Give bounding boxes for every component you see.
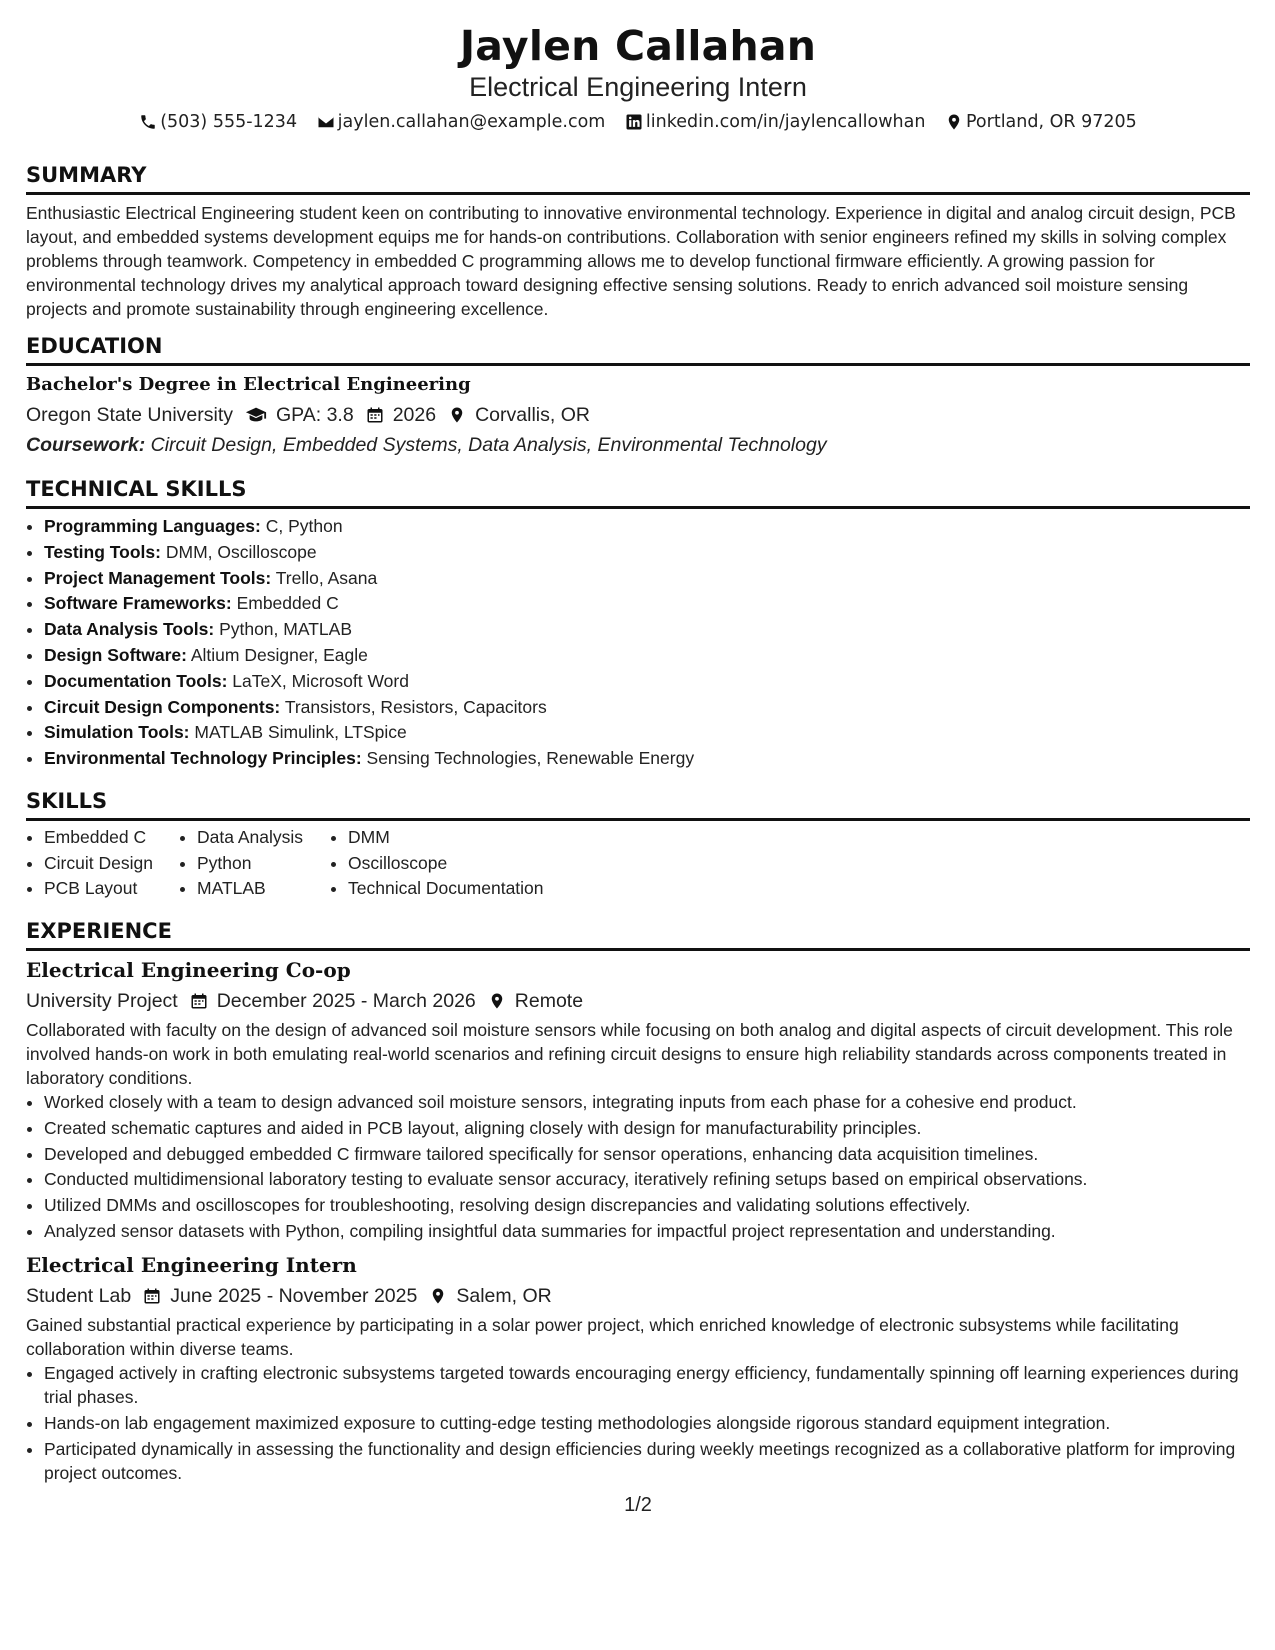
contact-phone[interactable]	[139, 112, 297, 132]
list-item: • Worked closely with a team to design advanced soil moisture sensors, integrating inputs from each phase for a cohesive end product.	[44, 1090, 1250, 1114]
job-location: Remote	[514, 990, 584, 1012]
skill-value: Trello, Asana	[275, 567, 378, 588]
skill-value: Altium Designer, Eagle	[190, 644, 368, 665]
skill-label: Software Frameworks:	[44, 593, 232, 614]
coursework-row	[26, 430, 1250, 460]
location-text: Portland, OR 97205	[966, 112, 1137, 132]
map-pin-icon	[448, 406, 466, 424]
skills-column	[179, 825, 330, 902]
skill-label: Documentation Tools:	[44, 670, 228, 691]
list-item: • Oscilloscope	[348, 851, 648, 877]
degree-title: Bachelor's Degree in Electrical Engineering	[26, 374, 471, 395]
job-description: Collaborated with faculty on the design of advanced soil moisture sensors while focusing on both analog and digital aspects of circuit development. This role involved hands-on work in both emulating real-world scenarios and refining circuit designs to ensure high reliability standards across components treated in laboratory conditions.	[26, 1020, 1233, 1088]
skill-value: DMM, Oscilloscope	[165, 541, 317, 562]
list-item	[44, 540, 1250, 564]
skill-value: MATLAB Simulink, LTSpice	[194, 722, 407, 743]
list-item: • Developed and debugged embedded C firmware tailored specifically for sensor operations, enhancing data acquisition timelines.	[44, 1142, 1250, 1166]
coursework-label: Coursework:	[26, 434, 146, 456]
experience-heading: EXPERIENCE	[26, 917, 1250, 951]
job-dates: June 2025 - November 2025	[170, 1284, 418, 1307]
list-item	[44, 591, 1250, 615]
school-name: Oregon State University	[26, 404, 234, 426]
list-item	[44, 566, 1250, 590]
email-text: jaylen.callahan@example.com	[337, 112, 606, 132]
list-item: • Created schematic captures and aided in PCB layout, aligning closely with design for manufacturability principles.	[44, 1116, 1250, 1140]
list-item: • Conducted multidimensional laboratory testing to evaluate sensor accuracy, iteratively refining setups based on empirical observations.	[44, 1167, 1250, 1191]
graduation-cap-icon	[245, 404, 267, 426]
skill-label: Programming Languages:	[44, 516, 261, 536]
list-item: • DMM	[348, 825, 648, 851]
map-pin-icon	[945, 113, 963, 131]
job-bullets	[26, 1090, 1250, 1243]
job-meta	[26, 986, 1250, 1016]
technical-skills-section	[26, 475, 1250, 772]
summary-section	[26, 161, 1250, 321]
skill-label: Circuit Design Components:	[44, 696, 281, 717]
calendar-icon	[366, 406, 384, 424]
graduation-year: 2026	[392, 404, 437, 426]
summary-heading: SUMMARY	[26, 161, 1250, 195]
phone-icon	[139, 113, 157, 131]
job-title: Electrical Engineering Co-op	[26, 958, 351, 982]
list-item	[44, 617, 1250, 641]
job-org: University Project	[26, 990, 178, 1012]
school-location: Corvallis, OR	[475, 404, 590, 426]
list-item: • Utilized DMMs and oscilloscopes for troubleshooting, resolving design discrepancies and validating solutions effectively.	[44, 1193, 1250, 1217]
list-item: • Hands-on lab engagement maximized exposure to cutting-edge testing methodologies alongside rigorous standard equipment integration.	[44, 1411, 1250, 1435]
list-item	[44, 720, 1250, 744]
technical-skills-list	[26, 514, 1250, 770]
experience-section	[26, 917, 1250, 1486]
skill-value: Transistors, Resistors, Capacitors	[284, 696, 547, 717]
job-bullets	[26, 1361, 1250, 1485]
list-item: • Analyzed sensor datasets with Python, compiling insightful data summaries for impactful project representation and understanding.	[44, 1219, 1250, 1243]
gpa-text: GPA: 3.8	[276, 404, 354, 426]
contact-linkedin[interactable]	[625, 112, 926, 132]
job-entry	[26, 954, 1250, 1243]
skill-value: Embedded C	[236, 593, 339, 614]
map-pin-icon	[488, 992, 506, 1010]
education-heading: EDUCATION	[26, 332, 1250, 366]
list-item: • MATLAB	[197, 876, 330, 902]
skill-value: Python, MATLAB	[219, 619, 352, 640]
phone-text: (503) 555-1234	[160, 112, 298, 132]
list-item: • Embedded C	[44, 825, 179, 851]
list-item: • Participated dynamically in assessing the functionality and design efficiencies during weekly meetings recognized as a collaborative platform for improving project outcomes.	[44, 1437, 1250, 1485]
job-location: Salem, OR	[456, 1284, 552, 1307]
list-item: • Python	[197, 851, 330, 877]
education-meta	[26, 400, 1250, 430]
list-item	[44, 643, 1250, 667]
list-item	[44, 695, 1250, 719]
summary-text: Enthusiastic Electrical Engineering student keen on contributing to innovative environmental technology. Experience in digital and analog circuit design, PCB layout, and embedded systems development equips me for hands-on contributions. Collaboration with senior engineers refined my skills in solving complex problems through teamwork. Competency in embedded C programming allows me to develop functional firmware efficiently. A growing passion for environmental technology drives my analytical approach toward designing effective sensing solutions. Ready to enrich advanced soil moisture sensing projects and promote sustainability through engineering excellence.	[26, 203, 1236, 319]
job-title: Electrical Engineering Intern	[26, 1252, 357, 1277]
skill-value: Sensing Technologies, Renewable Energy	[366, 748, 695, 769]
skills-column	[330, 825, 648, 902]
list-item: • Technical Documentation	[348, 876, 648, 902]
skill-label: Data Analysis Tools:	[44, 619, 215, 640]
contact-row	[26, 112, 1250, 136]
calendar-icon	[143, 1287, 161, 1305]
contact-location	[945, 112, 1137, 132]
education-section	[26, 332, 1250, 460]
page-number: 1/2	[624, 1494, 652, 1516]
linkedin-icon	[625, 113, 643, 131]
skills-section	[26, 787, 1250, 902]
job-description: Gained substantial practical experience by participating in a solar power project, which enriched knowledge of electronic subsystems while facilitating collaboration within diverse teams.	[26, 1314, 1179, 1359]
technical-skills-heading: TECHNICAL SKILLS	[26, 475, 1250, 509]
skills-columns	[26, 825, 1250, 902]
job-org: Student Lab	[26, 1284, 132, 1307]
envelope-icon	[317, 113, 335, 131]
job-entry	[26, 1249, 1250, 1485]
skill-label: Project Management Tools:	[44, 567, 272, 588]
skills-column	[26, 825, 179, 902]
job-meta	[26, 1281, 1250, 1311]
list-item: • Data Analysis	[197, 825, 330, 851]
skill-label: Design Software:	[44, 644, 187, 665]
list-item: • Engaged actively in crafting electronic subsystems targeted towards encouraging energy efficiency, fundamentally spinning off learning experiences during trial phases.	[44, 1361, 1250, 1409]
candidate-name: Jaylen Callahan	[459, 22, 817, 70]
resume-page	[26, 0, 1250, 1650]
coursework-list: Circuit Design, Embedded Systems, Data Analysis, Environmental Technology	[150, 434, 827, 456]
candidate-title: Electrical Engineering Intern	[469, 72, 807, 102]
list-item: • PCB Layout	[44, 876, 179, 902]
skill-value: LaTeX, Microsoft Word	[232, 670, 409, 691]
list-item: • Circuit Design	[44, 851, 179, 877]
skill-label: Testing Tools:	[44, 541, 161, 562]
job-dates: December 2025 - March 2026	[216, 990, 476, 1012]
calendar-icon	[190, 992, 208, 1010]
list-item	[44, 514, 1250, 538]
map-pin-icon	[429, 1287, 447, 1305]
list-item	[44, 746, 1250, 770]
list-item	[44, 669, 1250, 693]
skill-label: Simulation Tools:	[44, 722, 190, 743]
skills-heading: SKILLS	[26, 787, 1250, 821]
linkedin-text: linkedin.com/in/jaylencallowhan	[645, 112, 926, 132]
skill-label: Environmental Technology Principles:	[44, 748, 362, 769]
skill-value: C, Python	[265, 516, 343, 536]
contact-email[interactable]	[317, 112, 606, 132]
